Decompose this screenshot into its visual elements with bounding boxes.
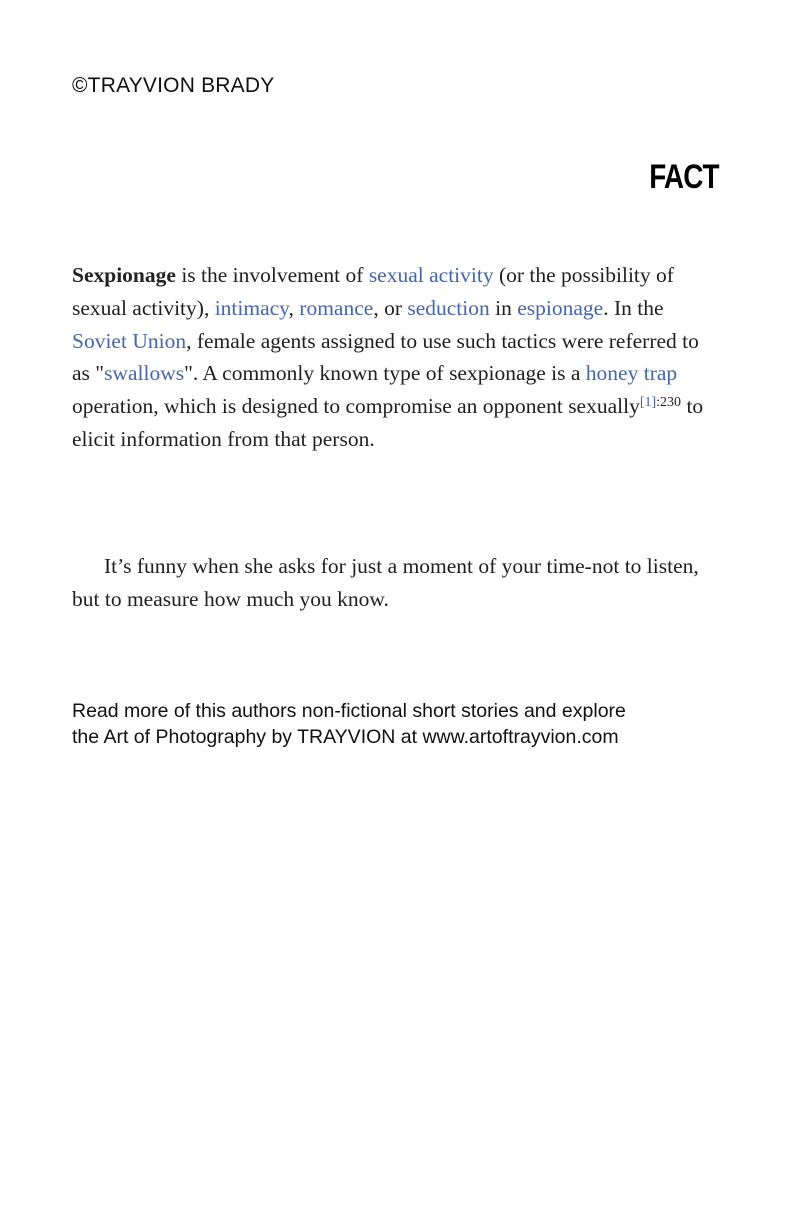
- definition-text: . In the: [603, 295, 664, 320]
- promo-text: [72, 698, 722, 750]
- link-soviet-union[interactable]: Soviet Union: [72, 328, 187, 353]
- definition-paragraph: [72, 259, 722, 456]
- citation-link[interactable]: [1]: [639, 395, 657, 411]
- link-romance[interactable]: romance: [299, 295, 374, 320]
- definition-text: , female agents assigned to use such tactics were referred to as ": [72, 328, 699, 386]
- link-sexual-activity[interactable]: sexual activity: [368, 263, 494, 287]
- link-espionage[interactable]: espionage: [517, 295, 604, 320]
- citation-page: :230: [656, 395, 682, 411]
- link-intimacy[interactable]: intimacy: [214, 295, 289, 320]
- definition-text: ". A commonly known type of sexpionage is a: [184, 361, 586, 386]
- definition-term: Sexpionage: [72, 263, 176, 287]
- definition-text: in: [489, 295, 518, 320]
- link-swallows[interactable]: swallows: [104, 361, 185, 386]
- definition-text: operation, which is designed to compromise an opponent sexually: [72, 394, 640, 419]
- definition-text: to elicit information from that person.: [72, 394, 704, 451]
- definition-text: is the involvement of: [175, 263, 369, 287]
- citation: [640, 395, 681, 410]
- definition-text: (or the possibility of sexual activity),: [72, 263, 674, 320]
- definition-text: , or: [373, 295, 408, 320]
- definition-text: ,: [288, 295, 300, 320]
- quote-paragraph: It’s funny when she asks for just a moment of your time-not to listen, but to measure how much you know.: [72, 554, 699, 611]
- promo-line-1: Read more of this authors non-fictional short stories and explore: [72, 700, 626, 722]
- link-honey-trap[interactable]: honey trap: [585, 361, 678, 386]
- link-seduction[interactable]: seduction: [407, 295, 490, 320]
- promo-line-2: the Art of Photography by TRAYVION at www.artoftrayvion.com: [72, 726, 619, 748]
- section-heading: FACT: [649, 158, 719, 196]
- copyright-notice: ©TRAYVION BRADY: [72, 74, 275, 97]
